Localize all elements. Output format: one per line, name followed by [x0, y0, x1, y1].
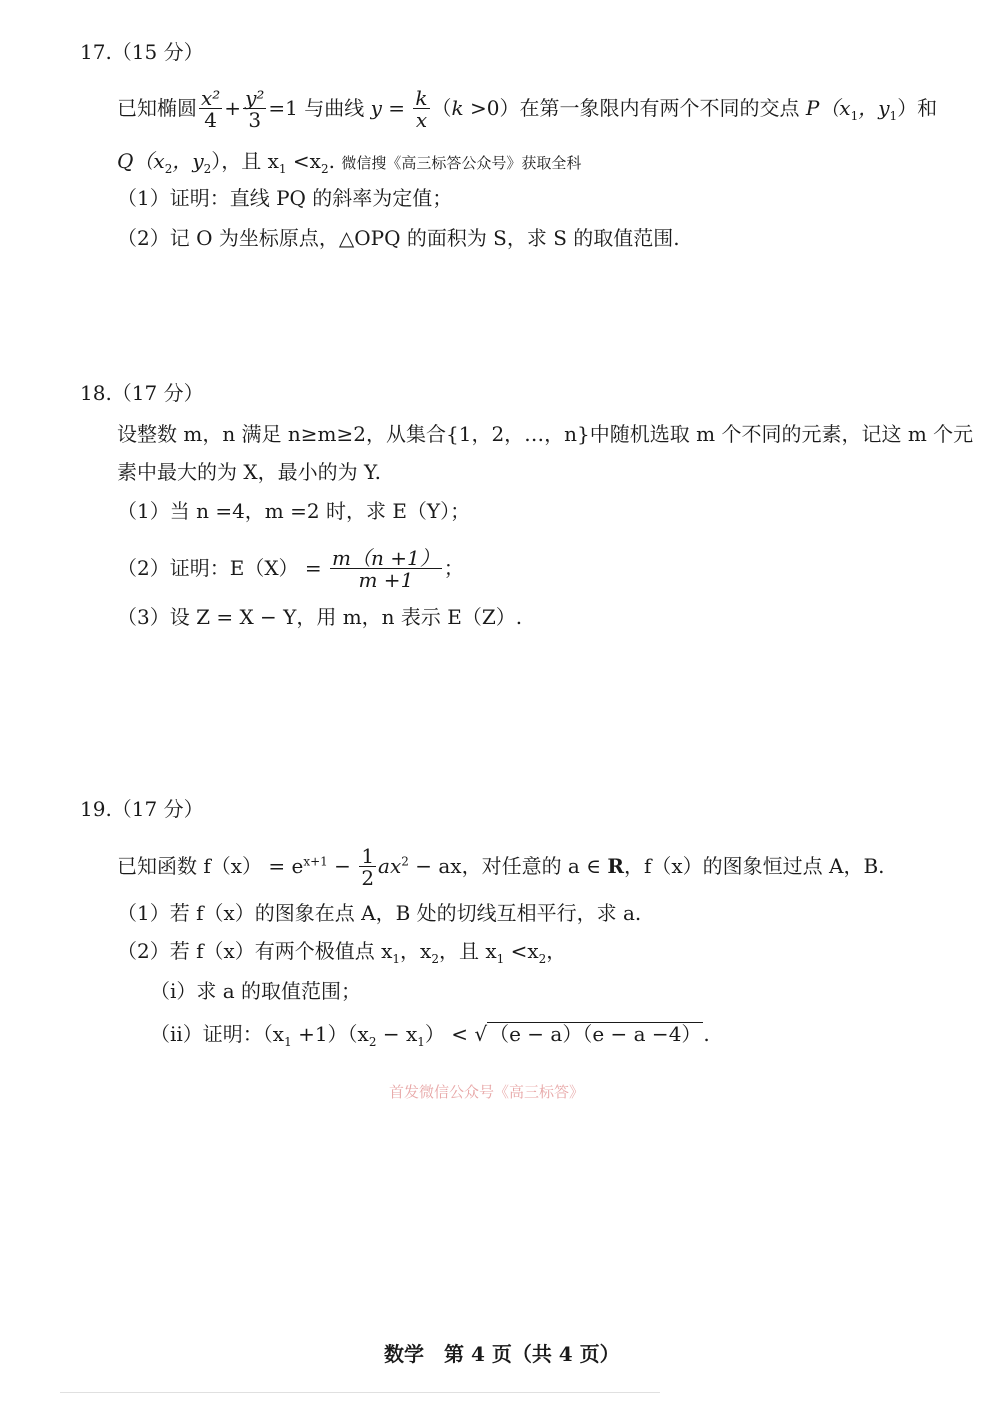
curve-frac: $\frac{k}{x}$ — [415, 86, 428, 132]
q17-header: 17.（15 分） — [80, 40, 204, 64]
q19-part2: （2）若 f（x）有两个极值点 $x_1$，$x_2$，且 $x_1 <x_2$， — [117, 939, 567, 966]
q19-part1: （1）若 f（x）的图象在点 A，B 处的切线互相平行，求 a. — [117, 901, 642, 925]
q18-line1: 设整数 m，n 满足 n≥m≥2，从集合{1，2，…，n}中随机选取 m 个不同的元素，记这 m 个元 — [117, 422, 974, 446]
q19-line1: 已知函数 $f(x) = e^{x+1}$ − $\frac{1}{2}$ $ax^2$ − ax，对任意的 a ∈ R，f（x）的图象恒过点 A，B. — [117, 844, 885, 890]
inline-watermark: 微信搜《高三标答公众号》获取全科 — [341, 154, 582, 172]
q19-header: 19.（17 分） — [80, 797, 204, 821]
q17-part2: （2）记 O 为坐标原点，△OPQ 的面积为 S，求 S 的取值范围. — [117, 226, 680, 250]
q18-part3: （3）设 Z = X − Y，用 m，n 表示 E（Z）. — [117, 605, 523, 629]
watermark-text: 首发微信公众号《高三标答》 — [389, 1083, 585, 1101]
q18-part2: （2）证明：E（X） = $\frac{m(n +1)}{m +1}$ ； — [117, 546, 464, 592]
expectation-frac: $\frac{m(n +1)}{m +1}$ — [332, 546, 440, 592]
q18-part1: （1）当 n =4，m =2 时，求 E（Y）； — [117, 499, 471, 523]
q17-part1: （1）证明：直线 PQ 的斜率为定值； — [117, 186, 453, 210]
q17-l1-text: 已知椭圆 — [117, 96, 197, 120]
q18-header: 18.（17 分） — [80, 381, 204, 405]
q18-line2: 素中最大的为 X，最小的为 Y. — [117, 460, 381, 484]
page-footer: 数学 第 4 页（共 4 页） — [384, 1342, 620, 1366]
footer-divider — [60, 1392, 660, 1393]
q19-sub-ii: （ⅱ）证明：$(x_1 +1)(x_2 - x_1)$ < √ （e − a）（e − a −4） . — [150, 1022, 710, 1049]
q17-line1: 已知椭圆 $\frac{\text{x²}}{4}$ + $\frac{\text{y²}}{3}$ =1 与曲线 y = $\frac{k}{x}$ （k >0）在第一象限内有两个不同的交点 $P(x_1$，$y_1$）和 — [117, 86, 938, 132]
sqrt-expression: （e − a）（e − a −4） — [489, 1022, 702, 1046]
ellipse-frac-y: $\frac{\text{y²}}{3}$ — [245, 86, 265, 132]
ellipse-frac-x: $\frac{\text{x²}}{4}$ — [201, 86, 221, 132]
q19-sub-i: （ⅰ）求 a 的取值范围； — [150, 979, 362, 1003]
q17-line2: $Q(x_2$，$y_2$），且 $x_1 <x_2$. 微信搜《高三标答公众号》获取全科 — [117, 149, 582, 176]
half-frac: $\frac{1}{2}$ — [361, 844, 375, 890]
